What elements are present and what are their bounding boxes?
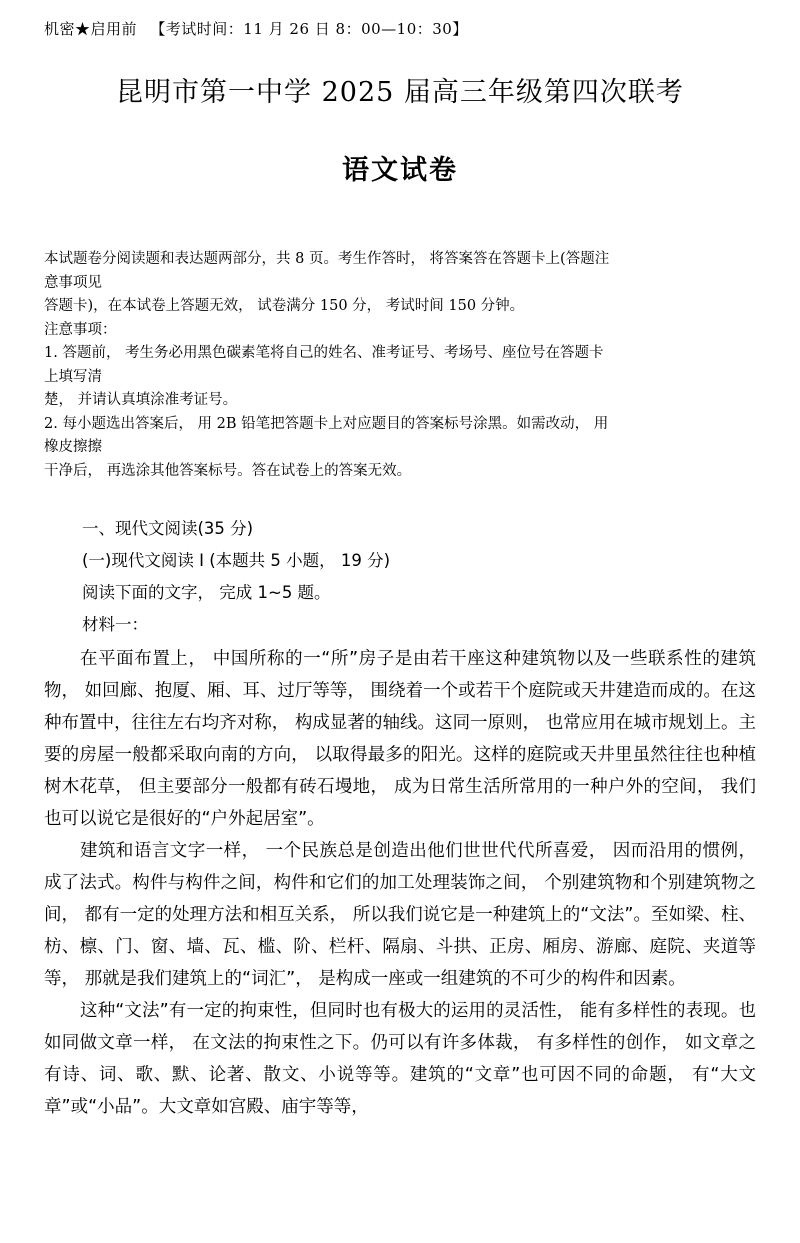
instruction-line: 上填写清 bbox=[44, 368, 102, 385]
passage-paragraph: 这种“文法”有一定的拘束性，但同时也有极大的运用的灵活性， 能有多样性的表现。也如同做文章一样， 在文法的拘束性之下。仍可以有许多体裁， 有多样性的创作， 如文章之有诗、词、歌、默、论著、散文、小说等等。建筑的“文章”也可因不同的命题， 有“大文章”或“小品”。大文章如宫殿、庙宇等等， bbox=[44, 1001, 756, 1117]
instruction-line: 橡皮擦擦 bbox=[44, 439, 102, 455]
instruction-line: 干净后， 再选涂其他答案标号。答在试卷上的答案无效。 bbox=[44, 462, 412, 479]
instruction-line: 本试题卷分阅读题和表达题两部分，共 8 页。考生作答时， 将答案答在答题卡上(答题注 bbox=[44, 251, 610, 267]
reading-prompt: 阅读下面的文字， 完成 1~5 题。 bbox=[82, 583, 331, 602]
confidential-label: 机密★启用前 bbox=[44, 20, 138, 38]
instruction-line: 1. 答题前， 考生务必用黑色碳素笔将自己的姓名、准考证号、考场号、座位号在答题卡 bbox=[44, 345, 604, 361]
material-label: 材料一： bbox=[82, 615, 148, 634]
exam-header bbox=[44, 18, 468, 39]
instructions-block bbox=[44, 248, 764, 483]
passage-paragraph: 在平面布置上， 中国所称的一“所”房子是由若干座这种建筑物以及一些联系性的建筑物， 如回廊、抱厦、厢、耳、过厅等等， 围绕着一个或若干个庭院或天井建造而成的。在这种布置中，往往左右均齐对称， 构成显著的轴线。这同一原则， 也常应用在城市规划上。主要的房屋一般都采取向南的方向， 以取得最多的阳光。这样的庭院或天井里虽然往往也种植树木花草， 但主要部分一般都有砖石墁地， 成为日常生活所常用的一种户外的空间， 我们也可以说它是很好的“户外起居室”。 bbox=[44, 649, 756, 829]
exam-time: 【考试时间：11 月 26 日 8：00—10：30】 bbox=[150, 20, 468, 38]
subsection-heading: (一)现代文阅读 I (本题共 5 小题， 19 分) bbox=[82, 551, 391, 570]
passage-paragraph: 建筑和语言文字一样， 一个民族总是创造出他们世世代代所喜爱， 因而沿用的惯例， 成了法式。构件与构件之间，构件和它们的加工处理装饰之间， 个别建筑物和个别建筑物之间， 都有一定的处理方法和相互关系， 所以我们说它是一种建筑上的“文法”。至如梁、柱、枋、檩、门、窗、墙、瓦、槛、阶、栏杆、隔扇、斗拱、正房、厢房、游廊、庭院、夹道等等， 那就是我们建筑上的“词汇”， 是构成一座或一组建筑的不可少的构件和因素。 bbox=[44, 841, 756, 989]
reading-passage bbox=[44, 643, 756, 1123]
instruction-line: 意事项见 bbox=[44, 274, 102, 291]
paper-title: 语文试卷 bbox=[342, 155, 458, 186]
instruction-line: 楚， 并请认真填涂准考证号。 bbox=[44, 392, 238, 408]
instruction-line: 答题卡)，在本试卷上答题无效， 试卷满分 150 分， 考试时间 150 分钟。 bbox=[44, 298, 525, 314]
instruction-line: 注意事项： bbox=[44, 321, 117, 338]
section-heading: 一、现代文阅读(35 分) bbox=[82, 519, 254, 538]
instruction-line: 2. 每小题选出答案后， 用 2B 铅笔把答题卡上对应题目的答案标号涂黑。如需改动， 用 bbox=[44, 415, 609, 432]
school-title: 昆明市第一中学 2025 届高三年级第四次联考 bbox=[116, 77, 684, 108]
